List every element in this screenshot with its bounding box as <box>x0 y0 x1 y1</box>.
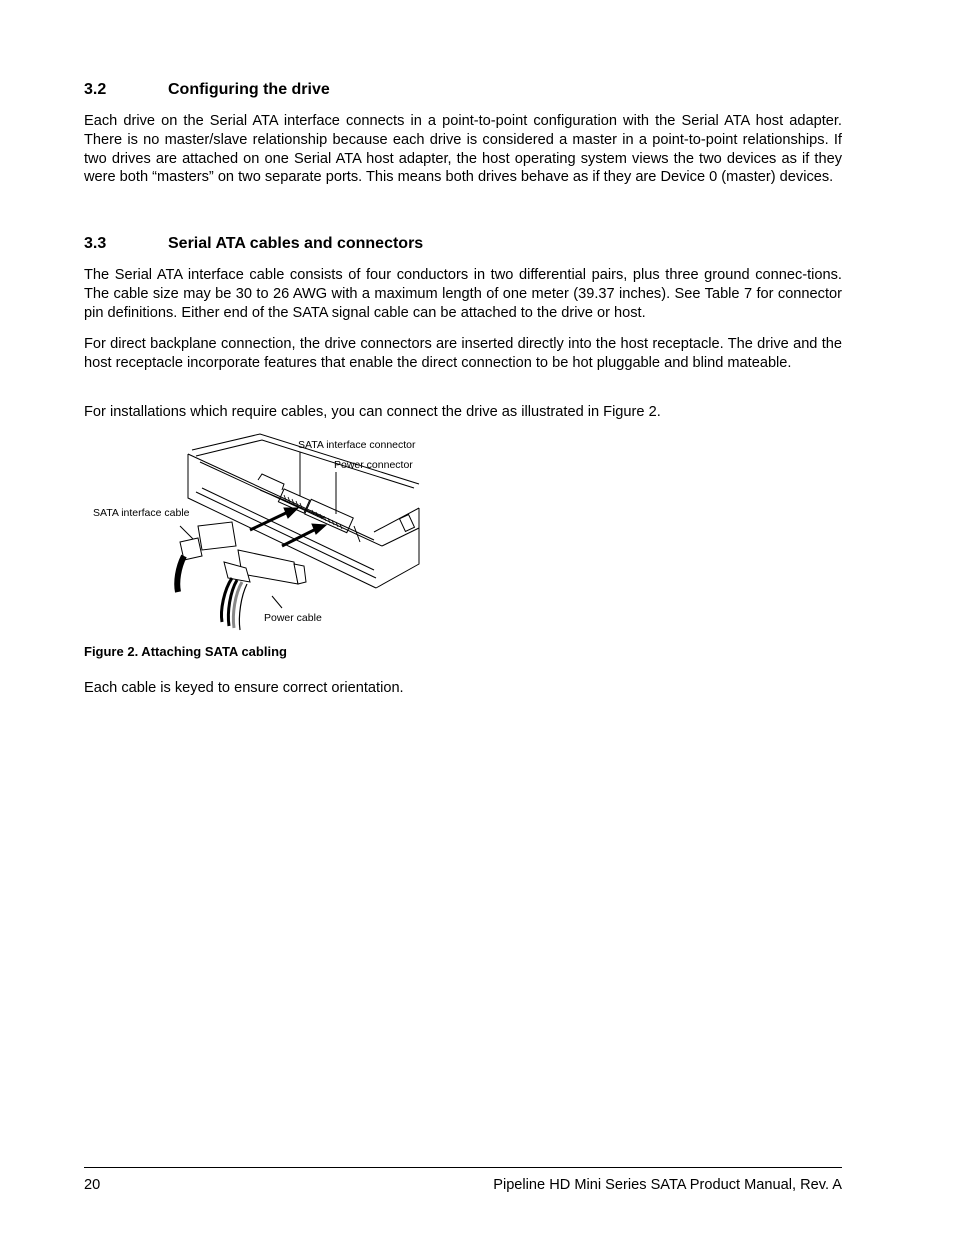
section-title: Configuring the drive <box>168 81 330 98</box>
footer-page-number: 20 <box>84 1177 101 1193</box>
paragraph-keyed: Each cable is keyed to ensure correct orientation. <box>84 680 404 696</box>
paragraph-cable-description: The Serial ATA interface cable consists of four conductors in two differential pairs, plus three ground connec-tions. The cable size may be 30 to 26 AWG with a maximum length of one meter (39.37 inches). See Table 7 for connector pin definitions. Either end of the SATA signal cable can be attached to the drive or host. <box>84 267 842 321</box>
figure-caption: Figure 2. Attaching SATA cabling <box>84 644 287 659</box>
figure-sata-cabling <box>84 432 424 632</box>
label-sata-interface-connector: SATA interface connector <box>298 439 416 451</box>
section-number: 3.2 <box>84 81 107 98</box>
label-power-cable: Power cable <box>264 612 322 624</box>
paragraph-configuring: Each drive on the Serial ATA interface connects in a point-to-point configuration with the Serial ATA host adapter. There is no master/slave relationship because each drive is considered a master in a point-to-point relationships. If two drives are attached on one Serial ATA host adapter, the host operating system views the two devices as if they were both “masters” on two separate ports. This means both drives behave as if they are Device 0 (master) devices. <box>84 113 842 186</box>
paragraph-installations: For installations which require cables, you can connect the drive as illustrated in Figure 2. <box>84 404 661 420</box>
label-sata-interface-cable: SATA interface cable <box>93 507 190 519</box>
section-number: 3.3 <box>84 235 107 252</box>
footer-rule <box>84 1167 842 1168</box>
section-heading-3-3 <box>84 234 423 254</box>
paragraph-backplane: For direct backplane connection, the drive connectors are inserted directly into the host receptacle. The drive and the host receptacle incorporate features that enable the direct connection to be hot pluggable and blind mateable. <box>84 336 842 371</box>
footer-document-title: Pipeline HD Mini Series SATA Product Manual, Rev. A <box>493 1177 842 1193</box>
section-title: Serial ATA cables and connectors <box>168 235 424 252</box>
label-power-connector: Power connector <box>334 459 413 471</box>
section-heading-3-2 <box>84 80 330 100</box>
